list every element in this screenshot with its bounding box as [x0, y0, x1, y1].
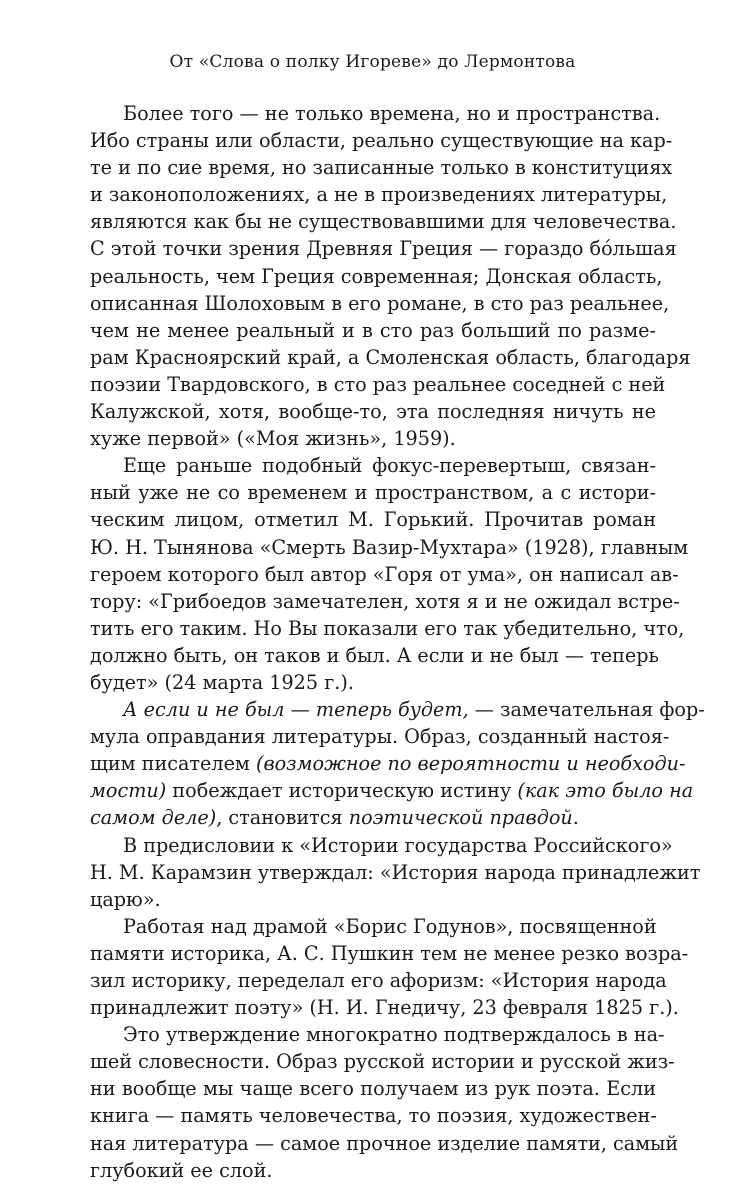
- text-line: [90, 994, 679, 1021]
- text-segment: Еще раньше подобный фокус-перевертыш, связан-: [123, 454, 656, 478]
- text-line: [90, 290, 670, 317]
- text-segment: ная литература — самое прочное изделие памяти, самый: [90, 1131, 679, 1155]
- text-line: [90, 398, 656, 425]
- text-line: [90, 208, 677, 235]
- text-segment: героем которого был автор «Горя от ума», он написал ав-: [90, 562, 679, 586]
- text-line: [90, 1021, 665, 1048]
- text-segment: являются как бы не существовавшими для человечества.: [90, 210, 677, 234]
- text-segment: побеждает историческую истину: [166, 779, 518, 803]
- text-segment: Работая над драмой «Борис Годунов», посвященной: [123, 914, 657, 938]
- text-segment: принадлежит поэту» (Н. И. Гнедичу, 23 февраля 1825 г.).: [90, 996, 679, 1020]
- italic-segment: самом деле): [90, 806, 217, 830]
- text-segment: щим писателем: [90, 752, 256, 776]
- text-line: [90, 913, 656, 940]
- text-segment: Н. М. Карамзин утверждал: «История народа принадлежит: [90, 860, 701, 884]
- text-line: [90, 1075, 656, 1102]
- italic-segment: А если и не был — теперь будет,: [123, 698, 469, 722]
- text-segment: должно быть, он таков и был. А если и не был — теперь: [90, 643, 659, 667]
- text-line: [90, 1130, 679, 1157]
- text-segment: глубокий ее слой.: [90, 1158, 273, 1182]
- text-segment: ни вообще мы чаще всего получаем из рук поэта. Если: [90, 1077, 656, 1101]
- text-segment: шей словесности. Образ русской истории и русской жиз-: [90, 1050, 675, 1074]
- text-line: [90, 886, 656, 913]
- text-line: [90, 561, 679, 588]
- text-line: [90, 425, 656, 452]
- text-line: [90, 534, 689, 561]
- text-segment: — замечательная фор-: [468, 698, 705, 722]
- text-line: [90, 1048, 675, 1075]
- text-line: [90, 804, 656, 831]
- text-line: [90, 506, 656, 533]
- text-segment: ный уже не со временем и пространством, а с истори-: [90, 481, 656, 505]
- text-line: [90, 967, 667, 994]
- text-line: [90, 832, 673, 859]
- text-line: [90, 615, 685, 642]
- text-line: [90, 371, 666, 398]
- text-segment: книга — память человечества, то поэзия, художествен-: [90, 1104, 657, 1128]
- text-line: [90, 235, 677, 262]
- italic-segment: (как это было на: [517, 779, 694, 803]
- text-segment: хуже первой» («Моя жизнь», 1959).: [90, 427, 456, 451]
- text-segment: мула оправдания литературы. Образ, созданный настоя-: [90, 725, 670, 749]
- text-segment: памяти историка, А. С. Пушкин тем не менее резко возра-: [90, 941, 689, 965]
- text-segment: будет» (24 марта 1925 г.).: [90, 670, 354, 694]
- italic-segment: мости): [90, 779, 167, 803]
- text-segment: В предисловии к «Истории государства Российского»: [123, 833, 673, 857]
- italic-segment: поэтической правдой: [348, 806, 573, 830]
- text-line: [90, 1102, 656, 1129]
- text-line: [90, 317, 656, 344]
- text-line: [90, 100, 661, 127]
- text-line: [90, 154, 673, 181]
- text-segment: .: [572, 806, 579, 830]
- text-segment: поэзии Твардовского, в сто раз реальнее соседней с ней: [90, 372, 666, 396]
- text-line: [90, 263, 663, 290]
- text-segment: Более того — не только времена, но и пространства.: [123, 102, 661, 125]
- text-line: [90, 127, 673, 154]
- text-segment: С этой точки зрения Древняя Греция — гораздо бóльшая: [90, 237, 677, 261]
- text-segment: Это утверждение многократно подтверждалось в на-: [123, 1023, 665, 1047]
- text-segment: , становится: [216, 806, 349, 830]
- text-line: [90, 777, 694, 804]
- text-segment: рам Красноярский край, а Смоленская область, благодаря: [90, 345, 691, 369]
- text-line: [90, 1157, 656, 1184]
- italic-segment: (возможное по вероятности и необходи-: [255, 752, 686, 776]
- text-segment: те и по сие время, но записанные только в конституциях: [90, 156, 673, 180]
- text-segment: тору: «Грибоедов замечателен, хотя я и не ожидал встре-: [90, 589, 680, 613]
- text-line: [90, 940, 689, 967]
- text-segment: тить его таким. Но Вы показали его так убедительно, что,: [90, 616, 685, 640]
- running-head: От «Слова о полку Игореве» до Лермонтова: [169, 52, 576, 72]
- text-segment: и законоположениях, а не в произведениях литературы,: [90, 183, 668, 207]
- text-segment: Ибо страны или области, реально существующие на кар-: [90, 129, 673, 153]
- text-line: [90, 669, 656, 696]
- text-segment: описанная Шолоховым в его романе, в сто раз реальнее,: [90, 291, 670, 315]
- text-line: [90, 452, 656, 479]
- body-text: [90, 100, 705, 1184]
- text-line: [90, 642, 659, 669]
- text-line: [90, 750, 686, 777]
- text-segment: ческим лицом, отметил М. Горький. Прочитав роман: [90, 508, 656, 532]
- text-segment: чем не менее реальный и в сто раз больший по разме-: [90, 318, 656, 342]
- text-segment: Ю. Н. Тынянова «Смерть Вазир-Мухтара» (1928), главным: [90, 535, 689, 559]
- text-line: [90, 181, 668, 208]
- text-line: [90, 588, 680, 615]
- text-line: [90, 344, 691, 371]
- text-segment: реальность, чем Греция современная; Донская область,: [90, 264, 663, 288]
- text-line: [90, 859, 701, 886]
- text-line: [90, 696, 705, 723]
- text-segment: зил историку, переделал его афоризм: «История народа: [90, 969, 667, 992]
- text-line: [90, 479, 656, 506]
- text-segment: Калужской, хотя, вообще-то, эта последняя ничуть не: [90, 400, 656, 424]
- text-segment: царю».: [90, 887, 161, 911]
- text-line: [90, 723, 670, 750]
